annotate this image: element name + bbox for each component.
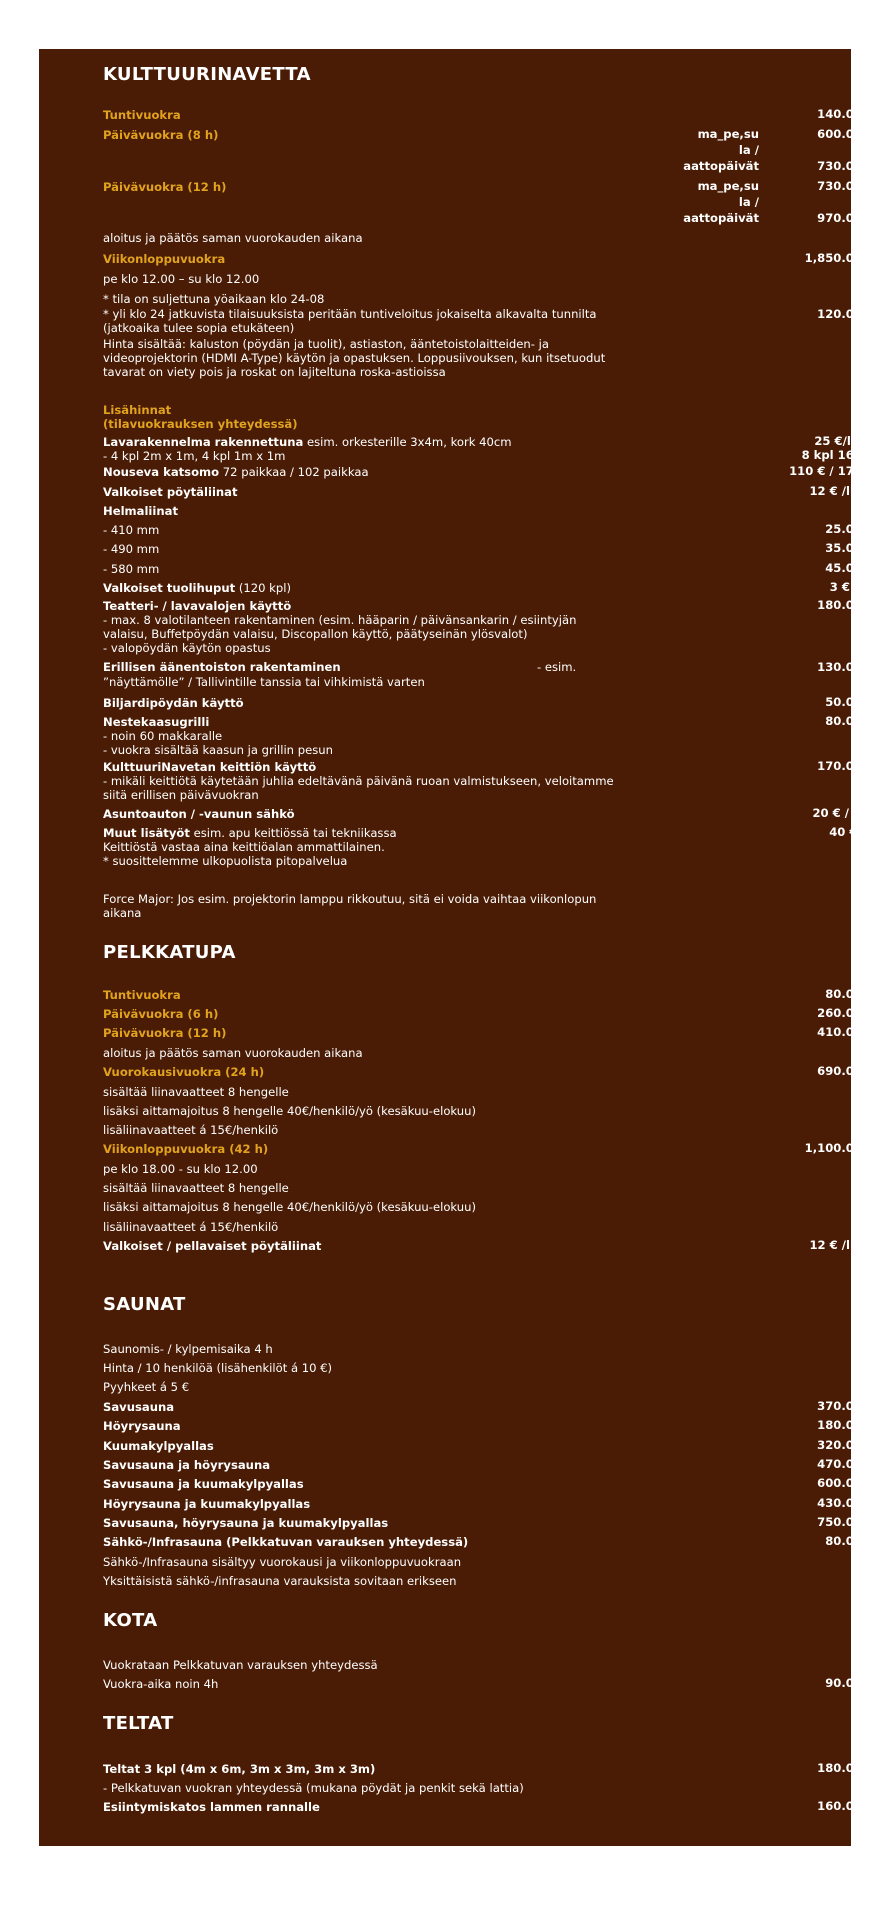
sauna-item: Sähkö-/Infrasauna (Pelkkatuvan varauksen yhteydessä) [103, 1535, 469, 1549]
keittio-label: KulttuuriNavetan keittiön käyttö [103, 760, 317, 774]
paivavuokra-12h-label: Päivävuokra (12 h) [103, 180, 227, 194]
katsomo-text [103, 465, 666, 479]
yli24-text: * yli klo 24 jatkuvista tilaisuuksista peritään tuntiveloitus jokaiselta alkavalta tunnilta (jatkoaika tulee sopia etukäteen) [103, 307, 597, 335]
biljardi-price: 50.00 € [825, 695, 874, 709]
katsomo-price: 110 € / 170 € [789, 464, 874, 478]
poytaliinat-price: 12 € /liina [809, 484, 874, 498]
muut-price: 40 €/ h [829, 825, 874, 839]
yli24-price: 120.00 € [817, 307, 874, 321]
pelkkatupa-aloitus: aloitus ja päätös saman vuorokauden aikana [103, 1046, 363, 1060]
kota-price: 90.00 € [825, 1676, 874, 1690]
aani-esim: - esim. [537, 660, 577, 674]
tila-suljettu-text: * tila on suljettuna yöaikaan klo 24-08 [103, 292, 325, 306]
pe-su-text: pe klo 12.00 – su klo 12.00 [103, 272, 260, 286]
sauna-item: Kuumakylpyallas [103, 1439, 214, 1453]
teltat-label: Teltat 3 kpl (4m x 6m, 3m x 3m, 3m x 3m) [103, 1762, 376, 1776]
kota-text2: Vuokra-aika noin 4h [103, 1677, 219, 1691]
pelkkatupa-paiva6-price: 260.00 € [817, 1006, 874, 1020]
sauna-item: Savusauna, höyrysauna ja kuumakylpyallas [103, 1516, 389, 1530]
poytaliinat-label: Valkoiset pöytäliinat [103, 485, 238, 499]
teltat-note: - Pelkkatuvan vuokran yhteydessä (mukana pöydät ja penkit sekä lattia) [103, 1781, 524, 1795]
keittio-price: 170.00 € [817, 759, 874, 773]
teatteri-label: Teatteri- / lavavalojen käyttö [103, 599, 292, 613]
sauna-item: Savusauna [103, 1400, 175, 1414]
pelkkatupa-paiva12-price: 410.00 € [817, 1025, 874, 1039]
aani-label: Erillisen äänentoiston rakentaminen [103, 660, 341, 674]
viikonloppu-lisa: lisäliinavaatteet á 15€/henkilö [103, 1220, 279, 1234]
vuorokausi-aitta: lisäksi aittamajoitus 8 hengelle 40€/henkilö/yö (kesäkuu-elokuu) [103, 1104, 476, 1118]
keittio-text [103, 760, 723, 802]
helma-490-price: 35.00 € [825, 541, 874, 555]
kota-text1: Vuokrataan Pelkkatuvan varauksen yhteydessä [103, 1658, 378, 1672]
price-list-panel [39, 49, 874, 1846]
sauna-item-price: 430.00 € [817, 1496, 874, 1510]
saunat-note2: Yksittäisistä sähkö-/infrasauna varauksista sovitaan erikseen [103, 1574, 457, 1588]
sauna-item-price: 750.00 € [817, 1515, 874, 1529]
section-title-saunat: SAUNAT [103, 1294, 186, 1315]
pelkkatupa-tunti-label: Tuntivuokra [103, 988, 181, 1002]
sauna-item: Höyrysauna [103, 1419, 181, 1433]
viikonloppuvuokra-label: Viikonloppuvuokra [103, 252, 226, 266]
teatteri-price: 180.00 € [817, 598, 874, 612]
helma-410-label: - 410 mm [103, 523, 160, 537]
katsomo-label: Nouseva katsomo [103, 465, 220, 479]
lavarakennelma-desc: esim. orkesterille 3x4m, kork 40cm - 4 kpl 2m x 1m, 4 kpl 1m x 1m [103, 435, 512, 463]
helma-410-price: 25.00 € [825, 522, 874, 536]
muut-text [103, 826, 666, 868]
helma-580-label: - 580 mm [103, 562, 160, 576]
pelkkatupa-viikonloppu-price: 1,100.00 € [804, 1141, 874, 1155]
saunat-hinta: Hinta / 10 henkilöä (lisähenkilöt á 10 €) [103, 1361, 333, 1375]
paivavuokra-8h-day2: la / aattopäivät [683, 143, 759, 173]
sauna-item-price: 180.00 € [817, 1418, 874, 1432]
tuolihuput-label: Valkoiset tuolihuput [103, 581, 236, 595]
esiintymiskatos-price: 160.00 € [817, 1799, 874, 1813]
sahko-price: 20 € / vrk [812, 806, 874, 820]
helma-490-label: - 490 mm [103, 542, 160, 556]
teatteri-text [103, 599, 723, 655]
tuolihuput-desc: (120 kpl) [235, 581, 291, 595]
muut-desc: esim. apu keittiössä tai tekniikassa Keittiöstä vastaa aina keittiöalan ammattilainen. * suosittelemme ulkopuolista pitopalvelua [103, 826, 397, 868]
sauna-item: Savusauna ja höyrysauna [103, 1458, 271, 1472]
viikonloppu-liina: sisältää liinavaatteet 8 hengelle [103, 1181, 289, 1195]
vuorokausi-liina: sisältää liinavaatteet 8 hengelle [103, 1085, 289, 1099]
tuolihuput-price: 3 € kpl [829, 580, 874, 594]
keittio-desc: - mikäli keittiötä käytetään juhlia edeltävänä päivänä ruoan valmistukseen, veloitamme siitä erillisen päivävuokran [103, 774, 614, 802]
paivavuokra-8h-label: Päivävuokra (8 h) [103, 128, 219, 142]
vuorokausivuokra-label: Vuorokausivuokra (24 h) [103, 1065, 265, 1079]
pelkkatupa-tunti-price: 80.00 € [825, 987, 874, 1001]
paivavuokra-12h-day1: ma_pe,su [697, 179, 759, 193]
saunat-aika: Saunomis- / kylpemisaika 4 h [103, 1342, 273, 1356]
tuntivuokra-price: 140.00 € [817, 107, 874, 121]
biljardi-label: Biljardipöydän käyttö [103, 696, 244, 710]
paivavuokra-8h-price1: 600.00 € [817, 127, 874, 141]
tuolihuput-text [103, 581, 666, 595]
aloitus-text: aloitus ja päätös saman vuorokauden aikana [103, 231, 363, 245]
lisahinnat-heading: Lisähinnat (tilavuokrauksen yhteydessä) [103, 403, 298, 431]
pelkkatupa-liinat-price: 12 € /liina [809, 1238, 874, 1252]
section-title-kota: KOTA [103, 1610, 158, 1631]
pelkkatupa-paiva12-label: Päivävuokra (12 h) [103, 1026, 227, 1040]
helma-580-price: 45.00 € [825, 561, 874, 575]
paivavuokra-12h-price1: 730.00 € [817, 179, 874, 193]
saunat-pyyhkeet: Pyyhkeet á 5 € [103, 1380, 190, 1394]
grilli-price: 80.00 € [825, 714, 874, 728]
aani-desc: ”näyttämölle” / Tallivintille tanssia tai vihkimistä varten [103, 675, 425, 689]
paivavuokra-12h-day2: la / aattopäivät [683, 195, 759, 225]
grilli-desc: - noin 60 makkaralle - vuokra sisältää kaasun ja grillin pesun [103, 729, 333, 757]
viikonloppuvuokra-price: 1,850.00 € [804, 251, 874, 265]
sauna-item-price: 80.00 € [825, 1534, 874, 1548]
paivavuokra-8h-price2: 730.00 € [817, 159, 874, 173]
vuorokausivuokra-price: 690.00 € [817, 1064, 874, 1078]
sauna-item-price: 470.00 € [817, 1457, 874, 1471]
teltat-price: 180.00 € [817, 1761, 874, 1775]
pelkkatupa-liinat-label: Valkoiset / pellavaiset pöytäliinat [103, 1239, 322, 1253]
esiintymiskatos-label: Esiintymiskatos lammen rannalle [103, 1800, 320, 1814]
force-major-text: Force Major: Jos esim. projektorin lamppu rikkoutuu, sitä ei voida vaihtaa viikonlopun aikana [103, 892, 597, 920]
muut-label: Muut lisätyöt [103, 826, 190, 840]
lavarakennelma-text [103, 435, 666, 463]
sauna-item-price: 600.00 € [817, 1476, 874, 1490]
vuorokausi-lisa: lisäliinavaatteet á 15€/henkilö [103, 1123, 279, 1137]
sauna-item: Höyrysauna ja kuumakylpyallas [103, 1497, 311, 1511]
sauna-item-price: 370.00 € [817, 1399, 874, 1413]
section-title-kulttuurinavetta: KULTTUURINAVETTA [103, 64, 311, 85]
saunat-note1: Sähkö-/Infrasauna sisältyy vuorokausi ja viikonloppuvuokraan [103, 1555, 462, 1569]
viikonloppu-aika: pe klo 18.00 - su klo 12.00 [103, 1162, 258, 1176]
hinta-sisaltaa-text: Hinta sisältää: kaluston (pöydän ja tuolit), astiaston, ääntetoistolaitteiden- ja videoprojektorin (HDMI A-Type) käytön ja opastuksen. Loppusiivouksen, kun itsetuodut tavarat on viety pois ja roskat on lajiteltuna roska-astioissa [103, 337, 606, 379]
sauna-item-price: 320.00 € [817, 1438, 874, 1452]
lavarakennelma-price: 25 €/lava 8 kpl 160 € [801, 434, 874, 462]
katsomo-desc: 72 paikkaa / 102 paikkaa [219, 465, 369, 479]
sahko-label: Asuntoauton / -vaunun sähkö [103, 807, 295, 821]
grilli-text [103, 715, 666, 757]
grilli-label: Nestekaasugrilli [103, 715, 210, 729]
paivavuokra-12h-price2: 970.00 € [817, 211, 874, 225]
pelkkatupa-paiva6-label: Päivävuokra (6 h) [103, 1007, 219, 1021]
aani-price: 130.00 € [817, 660, 874, 674]
pelkkatupa-viikonloppu-label: Viikonloppuvuokra (42 h) [103, 1142, 269, 1156]
section-title-teltat: TELTAT [103, 1713, 174, 1734]
paivavuokra-8h-day1: ma_pe,su [697, 127, 759, 141]
sauna-item: Savusauna ja kuumakylpyallas [103, 1477, 304, 1491]
section-title-pelkkatupa: PELKKATUPA [103, 942, 236, 963]
tuntivuokra-label: Tuntivuokra [103, 108, 181, 122]
lavarakennelma-label: Lavarakennelma rakennettuna [103, 435, 304, 449]
helmaliinat-heading: Helmaliinat [103, 504, 178, 518]
viikonloppu-aitta: lisäksi aittamajoitus 8 hengelle 40€/henkilö/yö (kesäkuu-elokuu) [103, 1200, 476, 1214]
teatteri-desc: - max. 8 valotilanteen rakentaminen (esim. hääparin / päivänsankarin / esiintyjän valaisu, Buffetpöydän valaisu, Discopallon käyttö, päätyseinän ylösvalot) - valopöydän käytön opastus [103, 613, 577, 655]
